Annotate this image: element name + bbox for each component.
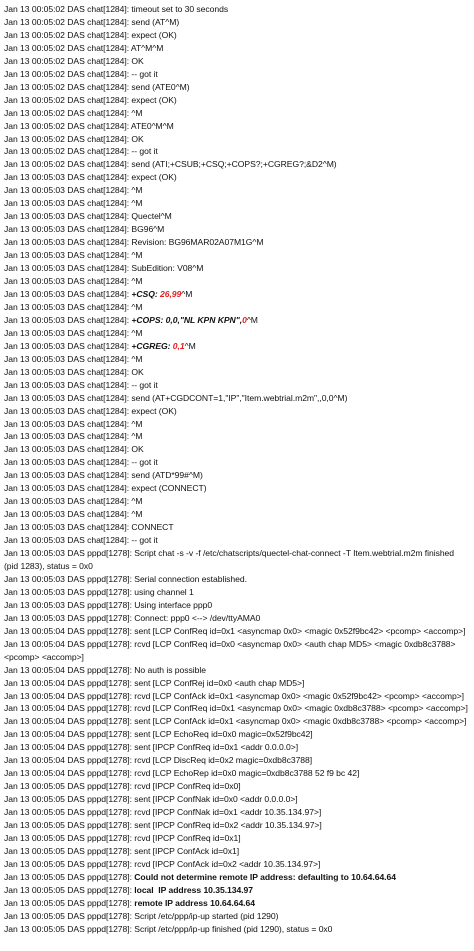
cgreg-value: 0,1: [172, 340, 185, 351]
log-line-suffix: ^M: [184, 340, 196, 351]
log-line: Jan 13 00:05:02 DAS chat[1284]: ^M: [4, 107, 143, 118]
log-line: Jan 13 00:05:03 DAS chat[1284]: send (AT+CGDCONT=1,"IP","Item.webtrial.m2m",,0,0^M): [4, 392, 348, 403]
log-line: Jan 13 00:05:04 DAS pppd[1278]: sent [LCP ConfRej id=0x0 <auth chap MD5>]: [4, 677, 305, 688]
remote-ip-warning-line: [4, 871, 470, 884]
log-line: Jan 13 00:05:03 DAS chat[1284]: send (ATD*99#^M): [4, 470, 203, 481]
log-line: Jan 13 00:05:05 DAS pppd[1278]: Script /etc/ppp/ip-up started (pid 1290): [4, 910, 279, 921]
log-line: Jan 13 00:05:05 DAS pppd[1278]: sent [IPCP ConfReq id=0x2 <addr 10.35.134.97>]: [4, 820, 322, 831]
log-line: Jan 13 00:05:02 DAS chat[1284]: expect (OK): [4, 29, 177, 40]
log-line-suffix: ^M: [181, 288, 193, 299]
log-line: Jan 13 00:05:04 DAS pppd[1278]: rcvd [LCP ConfReq id=0x1 <asyncmap 0x0> <magic 0xdb8c3788> <pcomp> <accomp>]: [4, 703, 468, 714]
log-line: Jan 13 00:05:05 DAS pppd[1278]: rcvd [IPCP ConfNak id=0x1 <addr 10.35.134.97>]: [4, 807, 322, 818]
log-line: Jan 13 00:05:04 DAS pppd[1278]: sent [LCP ConfReq id=0x1 <asyncmap 0x0> <magic 0x52f9bc42> <pcomp> <accomp>]: [4, 625, 466, 636]
log-line-prefix: Jan 13 00:05:05 DAS pppd[1278]:: [4, 897, 135, 908]
log-line: Jan 13 00:05:03 DAS chat[1284]: expect (OK): [4, 405, 177, 416]
remote-ip-line: [4, 897, 470, 910]
log-line: Jan 13 00:05:03 DAS chat[1284]: ^M: [4, 327, 143, 338]
log-line: Jan 13 00:05:02 DAS chat[1284]: send (ATI;+CSUB;+CSQ;+COPS?;+CGREG?;&D2^M): [4, 159, 337, 170]
log-line: Jan 13 00:05:04 DAS pppd[1278]: sent [IPCP ConfReq id=0x1 <addr 0.0.0.0>]: [4, 742, 299, 753]
log-line: Jan 13 00:05:03 DAS chat[1284]: BG96^M: [4, 224, 165, 235]
log-line-prefix: Jan 13 00:05:03 DAS chat[1284]:: [4, 314, 132, 325]
log-line: Jan 13 00:05:03 DAS chat[1284]: ^M: [4, 496, 143, 507]
log-line: Jan 13 00:05:03 DAS chat[1284]: Quectel^M: [4, 211, 172, 222]
log-line-suffix: ^M: [246, 314, 258, 325]
log-line: Jan 13 00:05:03 DAS chat[1284]: -- got it: [4, 457, 158, 468]
log-line: Jan 13 00:05:02 DAS chat[1284]: OK: [4, 55, 144, 66]
csq-value: 26,99: [160, 288, 182, 299]
log-line: Jan 13 00:05:03 DAS chat[1284]: OK: [4, 366, 144, 377]
log-line-prefix: Jan 13 00:05:03 DAS chat[1284]:: [4, 288, 132, 299]
log-line: Jan 13 00:05:04 DAS pppd[1278]: rcvd [LCP ConfAck id=0x1 <asyncmap 0x0> <magic 0x52f9bc42> <pcomp> <accomp>]: [4, 690, 464, 701]
log-line: Jan 13 00:05:03 DAS chat[1284]: OK: [4, 444, 144, 455]
log-line: Jan 13 00:05:02 DAS chat[1284]: send (AT^M): [4, 16, 180, 27]
log-line: Jan 13 00:05:03 DAS pppd[1278]: using channel 1: [4, 586, 194, 597]
cops-value: 0: [242, 314, 247, 325]
log-line: Jan 13 00:05:03 DAS chat[1284]: expect (OK): [4, 172, 177, 183]
log-line: Jan 13 00:05:03 DAS chat[1284]: ^M: [4, 509, 143, 520]
log-line: Jan 13 00:05:03 DAS chat[1284]: ^M: [4, 250, 143, 261]
log-line: Jan 13 00:05:02 DAS chat[1284]: timeout set to 30 seconds: [4, 4, 229, 14]
log-line: Jan 13 00:05:03 DAS chat[1284]: ^M: [4, 276, 143, 287]
log-line: Jan 13 00:05:05 DAS pppd[1278]: rcvd [IPCP ConfReq id=0x1]: [4, 833, 241, 843]
log-line: Jan 13 00:05:02 DAS chat[1284]: -- got it: [4, 68, 158, 79]
log-line: Jan 13 00:05:04 DAS pppd[1278]: rcvd [LCP EchoRep id=0x0 magic=0xdb8c3788 52 f9 bc 42]: [4, 768, 360, 779]
log-line: Jan 13 00:05:04 DAS pppd[1278]: sent [LCP ConfAck id=0x1 <asyncmap 0x0> <magic 0xdb8c3788> <pcomp> <accomp>]: [4, 716, 467, 727]
cops-command: +COPS: 0,0,"NL KPN KPN",: [131, 314, 243, 325]
log-line: Jan 13 00:05:03 DAS chat[1284]: ^M: [4, 418, 143, 429]
log-line: Jan 13 00:05:05 DAS pppd[1278]: rcvd [IPCP ConfReq id=0x0]: [4, 781, 241, 792]
log-line: Jan 13 00:05:02 DAS chat[1284]: send (ATE0^M): [4, 81, 190, 92]
log-line: Jan 13 00:05:03 DAS chat[1284]: -- got it: [4, 535, 158, 546]
log-line: Jan 13 00:05:03 DAS pppd[1278]: Serial connection established.: [4, 573, 247, 584]
log-line: Jan 13 00:05:03 DAS pppd[1278]: Using interface ppp0: [4, 599, 213, 610]
local-ip-message: local IP address 10.35.134.97: [134, 884, 254, 895]
log-line: Jan 13 00:05:03 DAS chat[1284]: ^M: [4, 353, 143, 364]
log-line: Jan 13 00:05:05 DAS pppd[1278]: Script /etc/ppp/ip-up finished (pid 1290), status = 0x0: [4, 923, 333, 934]
log-line: Jan 13 00:05:03 DAS chat[1284]: CONNECT: [4, 522, 174, 533]
local-ip-line: [4, 884, 470, 897]
log-line: Jan 13 00:05:04 DAS pppd[1278]: sent [LCP EchoReq id=0x0 magic=0x52f9bc42]: [4, 729, 313, 740]
log-line: Jan 13 00:05:03 DAS chat[1284]: ^M: [4, 198, 143, 209]
log-line: Jan 13 00:05:04 DAS pppd[1278]: No auth is possible: [4, 664, 206, 675]
cops-log-line: [4, 314, 470, 327]
log-line: Jan 13 00:05:03 DAS pppd[1278]: Script chat -s -v -f /etc/chatscripts/quectel-chat-connect -T Item.webtrial.m2m finished (pid 1283), status = 0x0: [4, 548, 457, 571]
cgreg-command: +CGREG:: [131, 340, 173, 351]
log-line-prefix: Jan 13 00:05:03 DAS chat[1284]:: [4, 340, 132, 351]
log-line: Jan 13 00:05:02 DAS chat[1284]: ATE0^M^M: [4, 120, 174, 131]
remote-ip-message: remote IP address 10.64.64.64: [134, 897, 255, 908]
remote-ip-warning-message: Could not determine remote IP address: defaulting to 10.64.64.64: [134, 871, 396, 882]
log-line: Jan 13 00:05:03 DAS chat[1284]: SubEdition: V08^M: [4, 263, 204, 274]
log-line: Jan 13 00:05:05 DAS pppd[1278]: sent [IPCP ConfNak id=0x0 <addr 0.0.0.0>]: [4, 794, 298, 805]
log-line: Jan 13 00:05:02 DAS chat[1284]: OK: [4, 133, 144, 144]
log-line: Jan 13 00:05:02 DAS chat[1284]: expect (OK): [4, 94, 177, 105]
log-line: Jan 13 00:05:03 DAS chat[1284]: Revision: BG96MAR02A07M1G^M: [4, 237, 264, 248]
log-line: Jan 13 00:05:03 DAS chat[1284]: expect (CONNECT): [4, 483, 207, 494]
log-line: Jan 13 00:05:02 DAS chat[1284]: -- got it: [4, 146, 158, 157]
log-line: Jan 13 00:05:03 DAS chat[1284]: ^M: [4, 301, 143, 312]
log-line-prefix: Jan 13 00:05:05 DAS pppd[1278]:: [4, 884, 135, 895]
csq-command: +CSQ:: [131, 288, 160, 299]
log-line: Jan 13 00:05:02 DAS chat[1284]: AT^M^M: [4, 42, 164, 53]
log-line: Jan 13 00:05:03 DAS pppd[1278]: Connect: ppp0 <--> /dev/ttyAMA0: [4, 612, 261, 623]
log-line: Jan 13 00:05:04 DAS pppd[1278]: rcvd [LCP ConfReq id=0x0 <asyncmap 0x0> <auth chap MD5> <magic 0xdb8c3788> <pcomp> <accomp>]: [4, 638, 458, 662]
log-line: Jan 13 00:05:03 DAS chat[1284]: -- got it: [4, 379, 158, 390]
log-line: Jan 13 00:05:04 DAS pppd[1278]: rcvd [LCP DiscReq id=0x2 magic=0xdb8c3788]: [4, 755, 313, 766]
log-line: Jan 13 00:05:05 DAS pppd[1278]: sent [IPCP ConfAck id=0x1]: [4, 845, 240, 856]
csq-log-line: [4, 288, 470, 301]
log-line: Jan 13 00:05:03 DAS chat[1284]: ^M: [4, 431, 143, 442]
cgreg-log-line: [4, 340, 470, 353]
log-line: Jan 13 00:05:05 DAS pppd[1278]: rcvd [IPCP ConfAck id=0x2 <addr 10.35.134.97>]: [4, 858, 321, 869]
log-line: Jan 13 00:05:03 DAS chat[1284]: ^M: [4, 185, 143, 196]
log-line-prefix: Jan 13 00:05:05 DAS pppd[1278]:: [4, 871, 135, 882]
